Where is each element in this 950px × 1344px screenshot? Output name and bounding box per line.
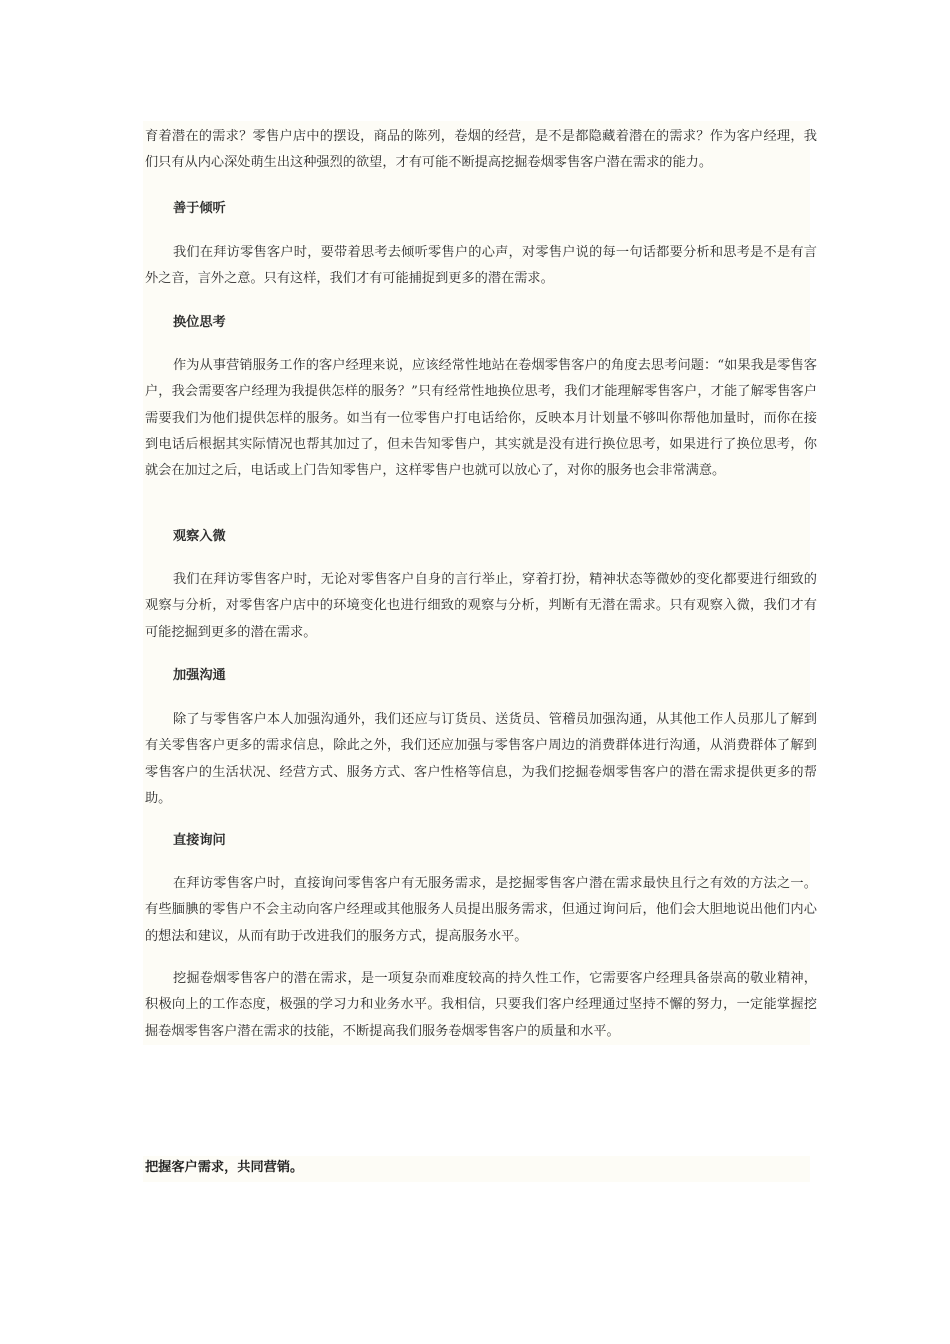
conclusion-paragraph: 挖掘卷烟零售客户的潜在需求，是一项复杂而难度较高的持久性工作，它需要客户经理具备崇高的敬业精神，积极向上的工作态度，极强的学习力和业务水平。我相信，只要我们客户经理通过坚持不懈的努力，一定能掌握挖掘卷烟零售客户潜在需求的技能，不断提高我们服务卷烟零售客户的质量和水平。 [145, 971, 817, 1039]
section-heading-observation: 观察入微 [173, 529, 226, 544]
section-heading-empathy: 换位思考 [173, 315, 226, 330]
section-heading-inquiry: 直接询问 [173, 833, 226, 848]
section-heading-communication: 加强沟通 [173, 668, 226, 683]
section-heading-listening: 善于倾听 [173, 201, 226, 216]
section-body-observation: 我们在拜访零售客户时，无论对零售客户自身的言行举止，穿着打扮，精神状态等微妙的变化都要进行细致的观察与分析，对零售客户店中的环境变化也进行细致的观察与分析，判断有无潜在需求。只有观察入微，我们才有可能挖掘到更多的潜在需求。 [145, 572, 817, 640]
intro-paragraph: 育着潜在的需求？零售户店中的摆设，商品的陈列，卷烟的经营，是不是都隐藏着潜在的需求？作为客户经理，我们只有从内心深处萌生出这种强烈的欲望，才有可能不断提高挖掘卷烟零售客户潜在需求的能力。 [145, 129, 817, 171]
section-body-communication: 除了与零售客户本人加强沟通外，我们还应与订货员、送货员、管稽员加强沟通，从其他工作人员那儿了解到有关零售客户更多的需求信息，除此之外，我们还应加强与零售客户周边的消费群体进行沟通，从消费群体了解到零售客户的生活状况、经营方式、服务方式、客户性格等信息，为我们挖掘卷烟零售客户的潜在需求提供更多的帮助。 [145, 712, 817, 806]
section-body-listening: 我们在拜访零售客户时，要带着思考去倾听零售户的心声，对零售户说的每一句话都要分析和思考是不是有言外之音，言外之意。只有这样，我们才有可能捕捉到更多的潜在需求。 [145, 245, 817, 287]
footer-title: 把握客户需求，共同营销。 [145, 1160, 304, 1175]
section-body-inquiry: 在拜访零售客户时，直接询问零售客户有无服务需求，是挖掘零售客户潜在需求最快且行之有效的方法之一。有些腼腆的零售户不会主动向客户经理或其他服务人员提出服务需求，但通过询问后，他们会大胆地说出他们内心的想法和建议，从而有助于改进我们的服务方式，提高服务水平。 [145, 876, 817, 944]
section-body-empathy: 作为从事营销服务工作的客户经理来说，应该经常性地站在卷烟零售客户的角度去思考问题：“如果我是零售客户，我会需要客户经理为我提供怎样的服务？”只有经常性地换位思考，我们才能理解零售客户，才能了解零售客户需要我们为他们提供怎样的服务。如当有一位零售户打电话给你，反映本月计划量不够叫你帮他加量时，而你在接到电话后根据其实际情况也帮其加过了，但未告知零售户，其实就是没有进行换位思考，如果进行了换位思考，你就会在加过之后，电话或上门告知零售户，这样零售户也就可以放心了，对你的服务也会非常满意。 [145, 358, 817, 479]
